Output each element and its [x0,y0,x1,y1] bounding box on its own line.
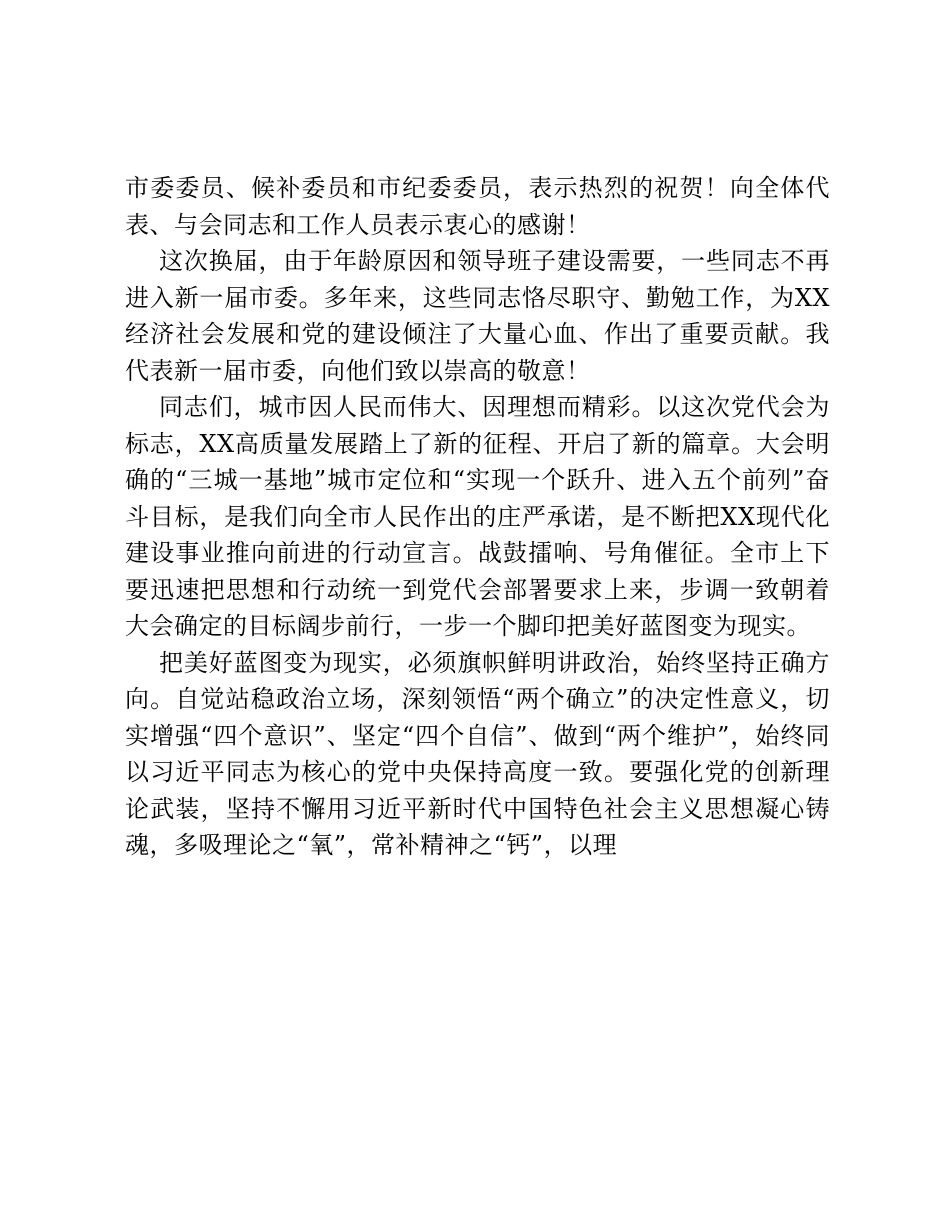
paragraph-3: 同志们，城市因人民而伟大、因理想而精彩。以这次党代会为标志，XX高质量发展踏上了新的征程、开启了新的篇章。大会明确的“三城一基地”城市定位和“实现一个跃升、进入五个前列”奋斗目标，是我们向全市人民作出的庄严承诺，是不断把XX现代化建设事业推向前进的行动宣言。战鼓擂响、号角催征。全市上下要迅速把思想和行动统一到党代会部署要求上来，步调一致朝着大会确定的目标阔步前行，一步一个脚印把美好蓝图变为现实。 [125,393,830,640]
paragraph-4: 把美好蓝图变为现实，必须旗帜鲜明讲政治，始终坚持正确方向。自觉站稳政治立场，深刻领悟“两个确立”的决定性意义，切实增强“四个意识”、坚定“四个自信”、做到“两个维护”，始终同以习近平同志为核心的党中央保持高度一致。要强化党的创新理论武装，坚持不懈用习近平新时代中国特色社会主义思想凝心铸魂，多吸理论之“氧”，常补精神之“钙”，以理 [125,648,830,859]
paragraph-1: 市委委员、候补委员和市纪委委员，表示热烈的祝贺！向全体代表、与会同志和工作人员表示衷心的感谢！ [125,174,830,239]
paragraph-2: 这次换届，由于年龄原因和领导班子建设需要，一些同志不再进入新一届市委。多年来，这些同志恪尽职守、勤勉工作，为XX经济社会发展和党的建设倾注了大量心血、作出了重要贡献。我代表新一届市委，向他们致以崇高的敬意！ [125,247,830,385]
body-text [125,170,830,864]
